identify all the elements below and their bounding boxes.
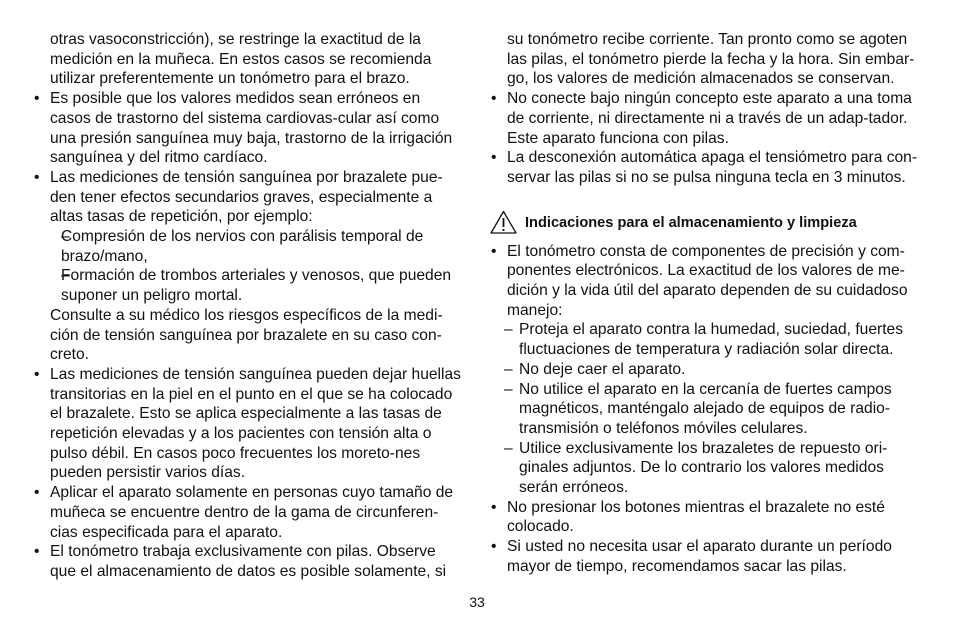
list-item: • Aplicar el aparato solamente en personas cuyo tamaño de muñeca se encuentre dentro de la gama de circunferen-cias especificada para el aparato.: [33, 483, 465, 542]
list-item: • Si usted no necesita usar el aparato durante un período mayor de tiempo, recomendamos sacar las pilas.: [490, 537, 922, 576]
warning-triangle-icon: [490, 210, 517, 234]
page-number: 33: [469, 594, 485, 610]
list-item: • No presionar los botones mientras el brazalete no esté colocado.: [490, 498, 922, 537]
continuation-paragraph: su tonómetro recibe corriente. Tan pronto como se agoten las pilas, el tonómetro pierde la fecha y la hora. Sin embar-go, los valores de medición almacenados se conservan.: [507, 31, 915, 88]
sub-list-item: – No utilice el aparato en la cercanía de fuertes campos magnéticos, manténgalo alejado de equipos de radio-transmisión o teléfonos móviles celulares.: [490, 380, 922, 439]
list-item: • El tonómetro trabaja exclusivamente con pilas. Observe que el almacenamiento de datos es posible solamente, si: [33, 542, 465, 581]
consult-paragraph: Consulte a su médico los riesgos específicos de la medi-ción de tensión sanguínea por brazalete en su caso con-creto.: [50, 306, 443, 364]
sub-list-item: – Utilice exclusivamente los brazaletes de repuesto ori-ginales adjuntos. De lo contrario los valores medidos serán erróneos.: [490, 439, 922, 498]
list-item: • No conecte bajo ningún concepto este aparato a una toma de corriente, ni directamente ni a través de un adap-tador. Este aparato funciona con pilas.: [490, 89, 922, 148]
sub-list-item: – Proteja el aparato contra la humedad, suciedad, fuertes fluctuaciones de temperatura y radiación solar directa.: [490, 320, 922, 359]
section-heading: [490, 210, 922, 234]
sub-list-item: – Compresión de los nervios con parálisis temporal de brazo/mano,: [33, 227, 465, 266]
heading-text: Indicaciones para el almacenamiento y limpieza: [525, 214, 857, 231]
list-item: • Las mediciones de tensión sanguínea por brazalete pue-den tener efectos secundarios graves, especialmente a altas tasas de repetición, por ejemplo:: [33, 168, 465, 227]
right-column: [490, 30, 922, 577]
sub-list-item: – Formación de trombos arteriales y venosos, que pueden suponer un peligro mortal.: [33, 266, 465, 305]
list-item: • Las mediciones de tensión sanguínea pueden dejar huellas transitorias en la piel en el punto en el que se ha colocado el brazalete. Esto se aplica especialmente a las tasas de repetición elevadas y a los pacientes con tensión alta o pulso débil. En casos poco frecuentes los moreto-nes pueden persistir varios días.: [33, 365, 465, 483]
list-item: • La desconexión automática apaga el tensiómetro para con-servar las pilas si no se pulsa ninguna tecla en 3 minutos.: [490, 148, 922, 187]
intro-paragraph: otras vasoconstricción), se restringe la exactitud de la medición en la muñeca. En estos casos se recomienda utilizar preferentemente un tonómetro para el brazo.: [50, 31, 432, 88]
sub-list-item: – No deje caer el aparato.: [490, 360, 922, 380]
list-item: • Es posible que los valores medidos sean erróneos en casos de trastorno del sistema cardiovas-cular así como una presión sanguínea muy baja, trastorno de la irrigación sanguínea y del ritmo cardíaco.: [33, 89, 465, 168]
list-item: • El tonómetro consta de componentes de precisión y com-ponentes electrónicos. La exactitud de los valores de me-dición y la vida útil del aparato dependen de su cuidadoso manejo:: [490, 242, 922, 321]
left-column: [33, 30, 465, 582]
